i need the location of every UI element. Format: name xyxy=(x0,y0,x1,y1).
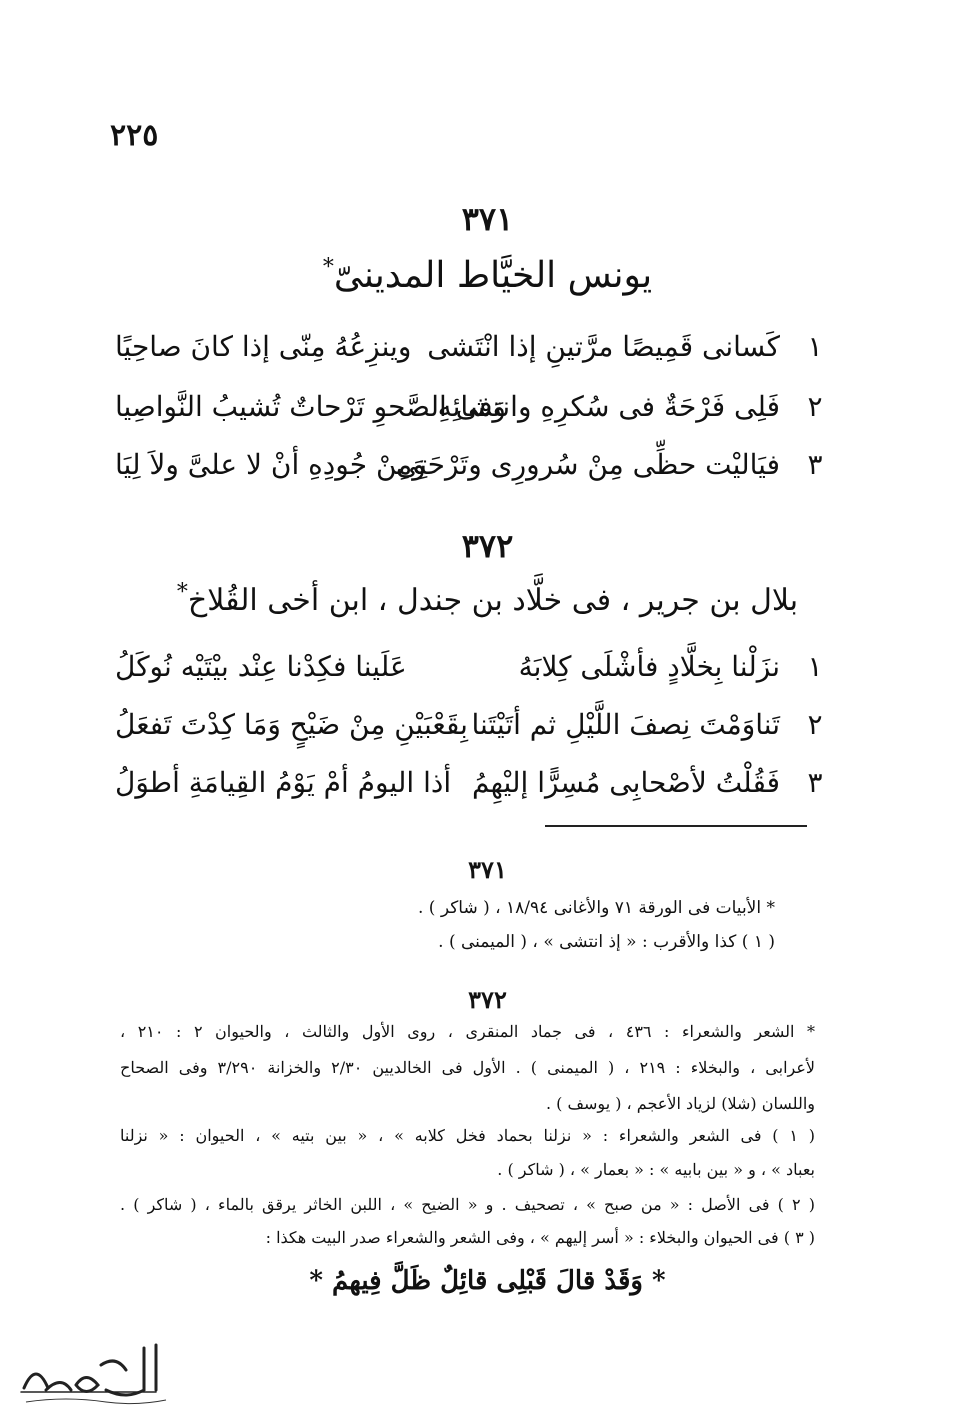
verse-first-hemistich: كَسانى قَمِيصًا مرَّتينِ إذا انْتَشى xyxy=(427,330,780,363)
footnote-heading: ٣٧١ xyxy=(468,855,507,884)
verse-number: ٢ xyxy=(807,708,823,741)
verse-number: ١ xyxy=(807,330,823,363)
poem-number: ٣٧١ xyxy=(461,200,514,238)
footnote-line: * الشعر والشعراء : ٤٣٦ ، فى جماد المنقرى ، روى الأول والثالث ، والحيوان ٢ : ٢١٠ ، xyxy=(120,1022,816,1041)
verse-first-hemistich: فَقُلْتُ لأصْحابِى مُسِرًّا إليْهِمُ xyxy=(472,766,780,799)
footnote-separator xyxy=(545,825,807,827)
verse-second-hemistich: بِقَعْبَيْنِ مِنْ ضَيْحٍ وَمَا كِدْتَ تَفعَلُ xyxy=(115,708,468,741)
quoted-hemistich: * وَقَدْ قالَ قَبْلِى قائِلٌ ظَلَّ فِيهمُ * xyxy=(309,1266,666,1296)
verse xyxy=(115,650,830,698)
verse-second-hemistich: وَمِنْ جُودِهِ أنْ لا علىَّ ولاَ لِيَا xyxy=(115,448,426,481)
watermark-logo xyxy=(6,1330,171,1410)
verse xyxy=(115,766,830,814)
footnote-heading: ٣٧٢ xyxy=(468,985,507,1014)
verse xyxy=(115,330,830,378)
footnote-line: ( ١ ) فى الشعر والشعراء : « نزلنا بحماد فخل كلابه » ، « بين بتيه » ، الحيوان : « نزلنا xyxy=(120,1126,816,1145)
footnote-line: بعباد » ، و « بين بابيه » : « بعمار » ، ( شاكر ) . xyxy=(497,1160,815,1179)
poem-number: ٣٧٢ xyxy=(461,527,514,565)
verse-second-hemistich: أذا اليومُ أمْ يَوْمُ القِيامَةِ أطوَلُ xyxy=(115,766,452,799)
verse xyxy=(115,390,830,438)
verse-second-hemistich: وَفى الصَّحوِ تَرْحاتٌ تُشيبُ النَّواصِيا xyxy=(115,390,506,423)
verse-number: ١ xyxy=(807,650,823,683)
footnote-line: واللسان (شلا) لزياد الأعجم ، ( يوسف ) . xyxy=(545,1094,815,1113)
verse-second-hemistich: عَلَينا فكِدْنا عِنْد بيْتَيْه نُوكَلُ xyxy=(115,650,407,683)
footnote-line: ( ١ ) كذا والأقرب : « إذ انتشى » ، ( الميمنى ) . xyxy=(438,932,775,952)
page-number: ٢٢٥ xyxy=(110,118,159,153)
verse-number: ٣ xyxy=(807,766,823,799)
poem-title-text: يونس الخيَّاط المدينىّ xyxy=(333,255,653,296)
verse-number: ٢ xyxy=(807,390,823,423)
footnote-line: لأعرابى ، والبخلاء : ٢١٩ ، ( الميمنى ) . الأول فى الخالديين ٢/٣٠ والخزانة ٣/٢٩٠ وفى الصحاح xyxy=(120,1058,816,1077)
verse-first-hemistich: فَلِى فَرْحَةٌ فى سُكرِهِ وانتشائِهِ xyxy=(437,390,780,423)
poem-title-text: بلال بن جرير ، فى خلَّاد بن جندل ، ابن أخى القُلاخ xyxy=(187,583,799,618)
footnote-line: ( ٢ ) فى الأصل : « من صبح » ، تصحيف . و « الضيح » ، اللبن الخاثر يرقق بالماء ، ( شاكر ) . xyxy=(120,1195,816,1214)
verse xyxy=(115,448,830,496)
verse-second-hemistich: وينزِعُهُ مِنّى إذا كانَ صاحِيًا xyxy=(115,330,412,363)
verse-first-hemistich: نزَلْنا بِخلَّادٍ فأشْلَى كِلابَهُ xyxy=(518,650,780,683)
verse-first-hemistich: تَناوَمْتَ نِصفَ اللَّيْلِ ثم أتَيْتَنا xyxy=(471,708,780,741)
poem-title xyxy=(0,580,975,618)
footnote-line: ( ٣ ) فى الحيوان والبخلاء : « أسر إليهم » ، وفى الشعر والشعراء صدر البيت هكذا : xyxy=(265,1228,815,1247)
verse xyxy=(115,708,830,756)
poem-title xyxy=(0,255,975,296)
poem-title-mark: * xyxy=(322,255,334,280)
poem-title-mark: * xyxy=(176,580,188,605)
footnote-line: * الأبيات فى الورقة ٧١ والأغانى ١٨/٩٤ ، ( شاكر ) . xyxy=(417,898,775,918)
verse-first-hemistich: فيَاليْت حظِّى مِنْ سُرورِى وتَرْحَتِى xyxy=(395,448,780,481)
verse-number: ٣ xyxy=(807,448,823,481)
